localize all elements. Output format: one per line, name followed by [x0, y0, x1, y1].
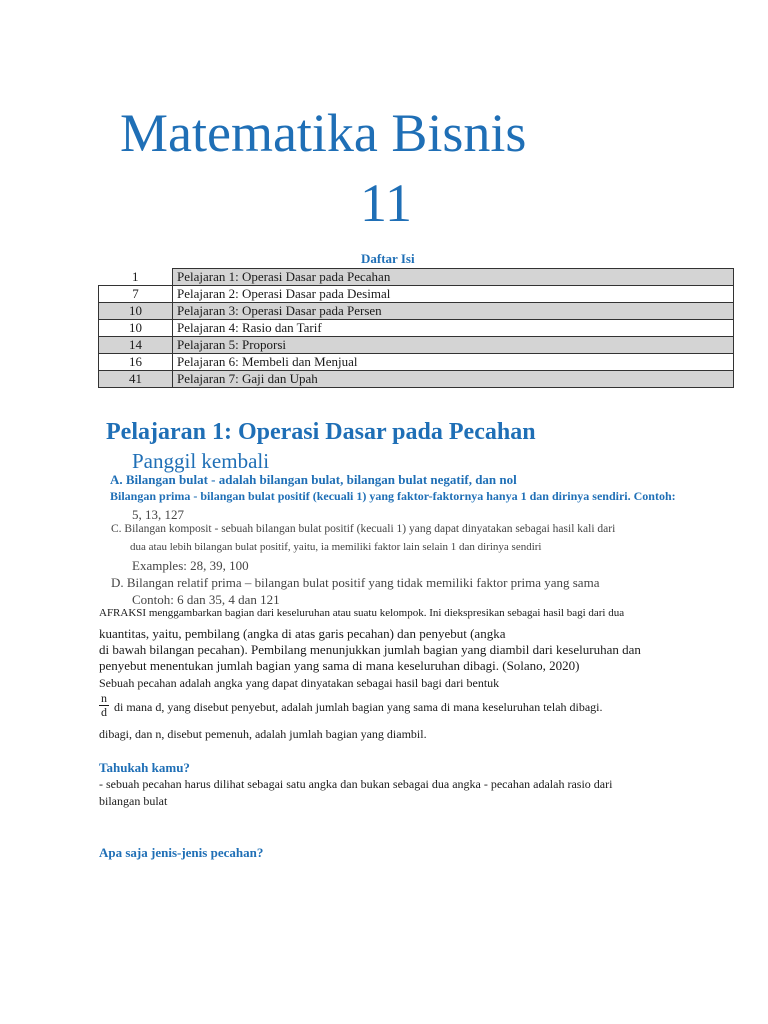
item-b-example: 5, 13, 127 — [132, 507, 184, 522]
toc-page-number: 7 — [99, 286, 173, 303]
fraction-numerator: n — [101, 691, 107, 705]
toc-page-number: 14 — [99, 337, 173, 354]
doc-title: Matematika Bisnis — [120, 103, 527, 163]
item-d-relative-prime: D. Bilangan relatif prima – bilangan bulat positif yang tidak memiliki faktor prima yang sama — [111, 575, 600, 590]
toc-row — [99, 303, 734, 320]
toc-table — [98, 268, 734, 388]
toc-row — [99, 371, 734, 388]
toc-page-number: 16 — [99, 354, 173, 371]
toc-row — [99, 320, 734, 337]
toc-row — [99, 354, 734, 371]
item-d-example: Contoh: 6 dan 35, 4 dan 121 — [132, 592, 280, 607]
toc-entry-title[interactable]: Pelajaran 7: Gaji dan Upah — [173, 371, 734, 388]
toc-entry-title[interactable]: Pelajaran 1: Operasi Dasar pada Pecahan — [173, 269, 734, 286]
doc-title-number: 11 — [360, 173, 412, 233]
para2-line1: Sebuah pecahan adalah angka yang dapat dinyatakan sebagai hasil bagi dari bentuk — [99, 676, 500, 690]
toc-page-number: 41 — [99, 371, 173, 388]
toc-row — [99, 337, 734, 354]
tahukah-line2: bilangan bulat — [99, 794, 168, 808]
toc-page-number: 1 — [99, 269, 173, 286]
toc-entry-title[interactable]: Pelajaran 6: Membeli dan Menjual — [173, 354, 734, 371]
toc-entry-title[interactable]: Pelajaran 5: Proporsi — [173, 337, 734, 354]
toc-entry-title[interactable]: Pelajaran 2: Operasi Dasar pada Desimal — [173, 286, 734, 303]
item-c-example: Examples: 28, 39, 100 — [132, 558, 249, 573]
lesson-heading: Pelajaran 1: Operasi Dasar pada Pecahan — [106, 419, 536, 445]
tahukah-heading: Tahukah kamu? — [99, 760, 190, 775]
toc-entry-title[interactable]: Pelajaran 4: Rasio dan Tarif — [173, 320, 734, 337]
fraction-denominator: d — [101, 705, 107, 719]
item-c-composite-line1: C. Bilangan komposit - sebuah bilangan bulat positif (kecuali 1) yang dapat dinyatakan sebagai hasil kali dari — [111, 523, 616, 535]
item-b-prime-numbers: Bilangan prima - bilangan bulat positif (kecuali 1) yang faktor-faktornya hanya 1 dan dirinya sendiri. Contoh: — [110, 489, 676, 503]
toc-row — [99, 269, 734, 286]
toc-page-number: 10 — [99, 303, 173, 320]
tahukah-line1: - sebuah pecahan harus dilihat sebagai satu angka dan bukan sebagai dua angka - pecahan adalah rasio dari — [99, 777, 613, 791]
toc-page-number: 10 — [99, 320, 173, 337]
para1-line3: di bawah bilangan pecahan). Pembilang menunjukkan jumlah bagian yang diambil dari keseluruhan dan — [99, 642, 641, 657]
lesson-subheading: Panggil kembali — [132, 449, 270, 473]
para2-line2: di mana d, yang disebut penyebut, adalah jumlah bagian yang sama di mana keseluruhan telah dibagi. — [114, 700, 603, 714]
para1-line4: penyebut menentukan jumlah bagian yang sama di mana keseluruhan dibagi. (Solano, 2020) — [99, 658, 580, 673]
para1-line2: kuantitas, yaitu, pembilang (angka di atas garis pecahan) dan penyebut (angka — [99, 626, 506, 641]
toc-heading: Daftar Isi — [361, 251, 415, 266]
para2-line3: dibagi, dan n, disebut pemenuh, adalah jumlah bagian yang diambil. — [99, 727, 427, 741]
toc-entry-title[interactable]: Pelajaran 3: Operasi Dasar pada Persen — [173, 303, 734, 320]
question-heading: Apa saja jenis-jenis pecahan? — [99, 845, 264, 860]
para1-line1: AFRAKSI menggambarkan bagian dari keseluruhan atau suatu kelompok. Ini diekspresikan sebagai hasil bagi dari dua — [99, 607, 625, 619]
item-c-composite-line2: dua atau lebih bilangan bulat positif, yaitu, ia memiliki faktor lain selain 1 dan dirinya sendiri — [130, 541, 542, 553]
item-a-whole-numbers: A. Bilangan bulat - adalah bilangan bulat, bilangan bulat negatif, dan nol — [110, 472, 517, 487]
toc-row — [99, 286, 734, 303]
fraction-n-over-d — [99, 692, 109, 719]
